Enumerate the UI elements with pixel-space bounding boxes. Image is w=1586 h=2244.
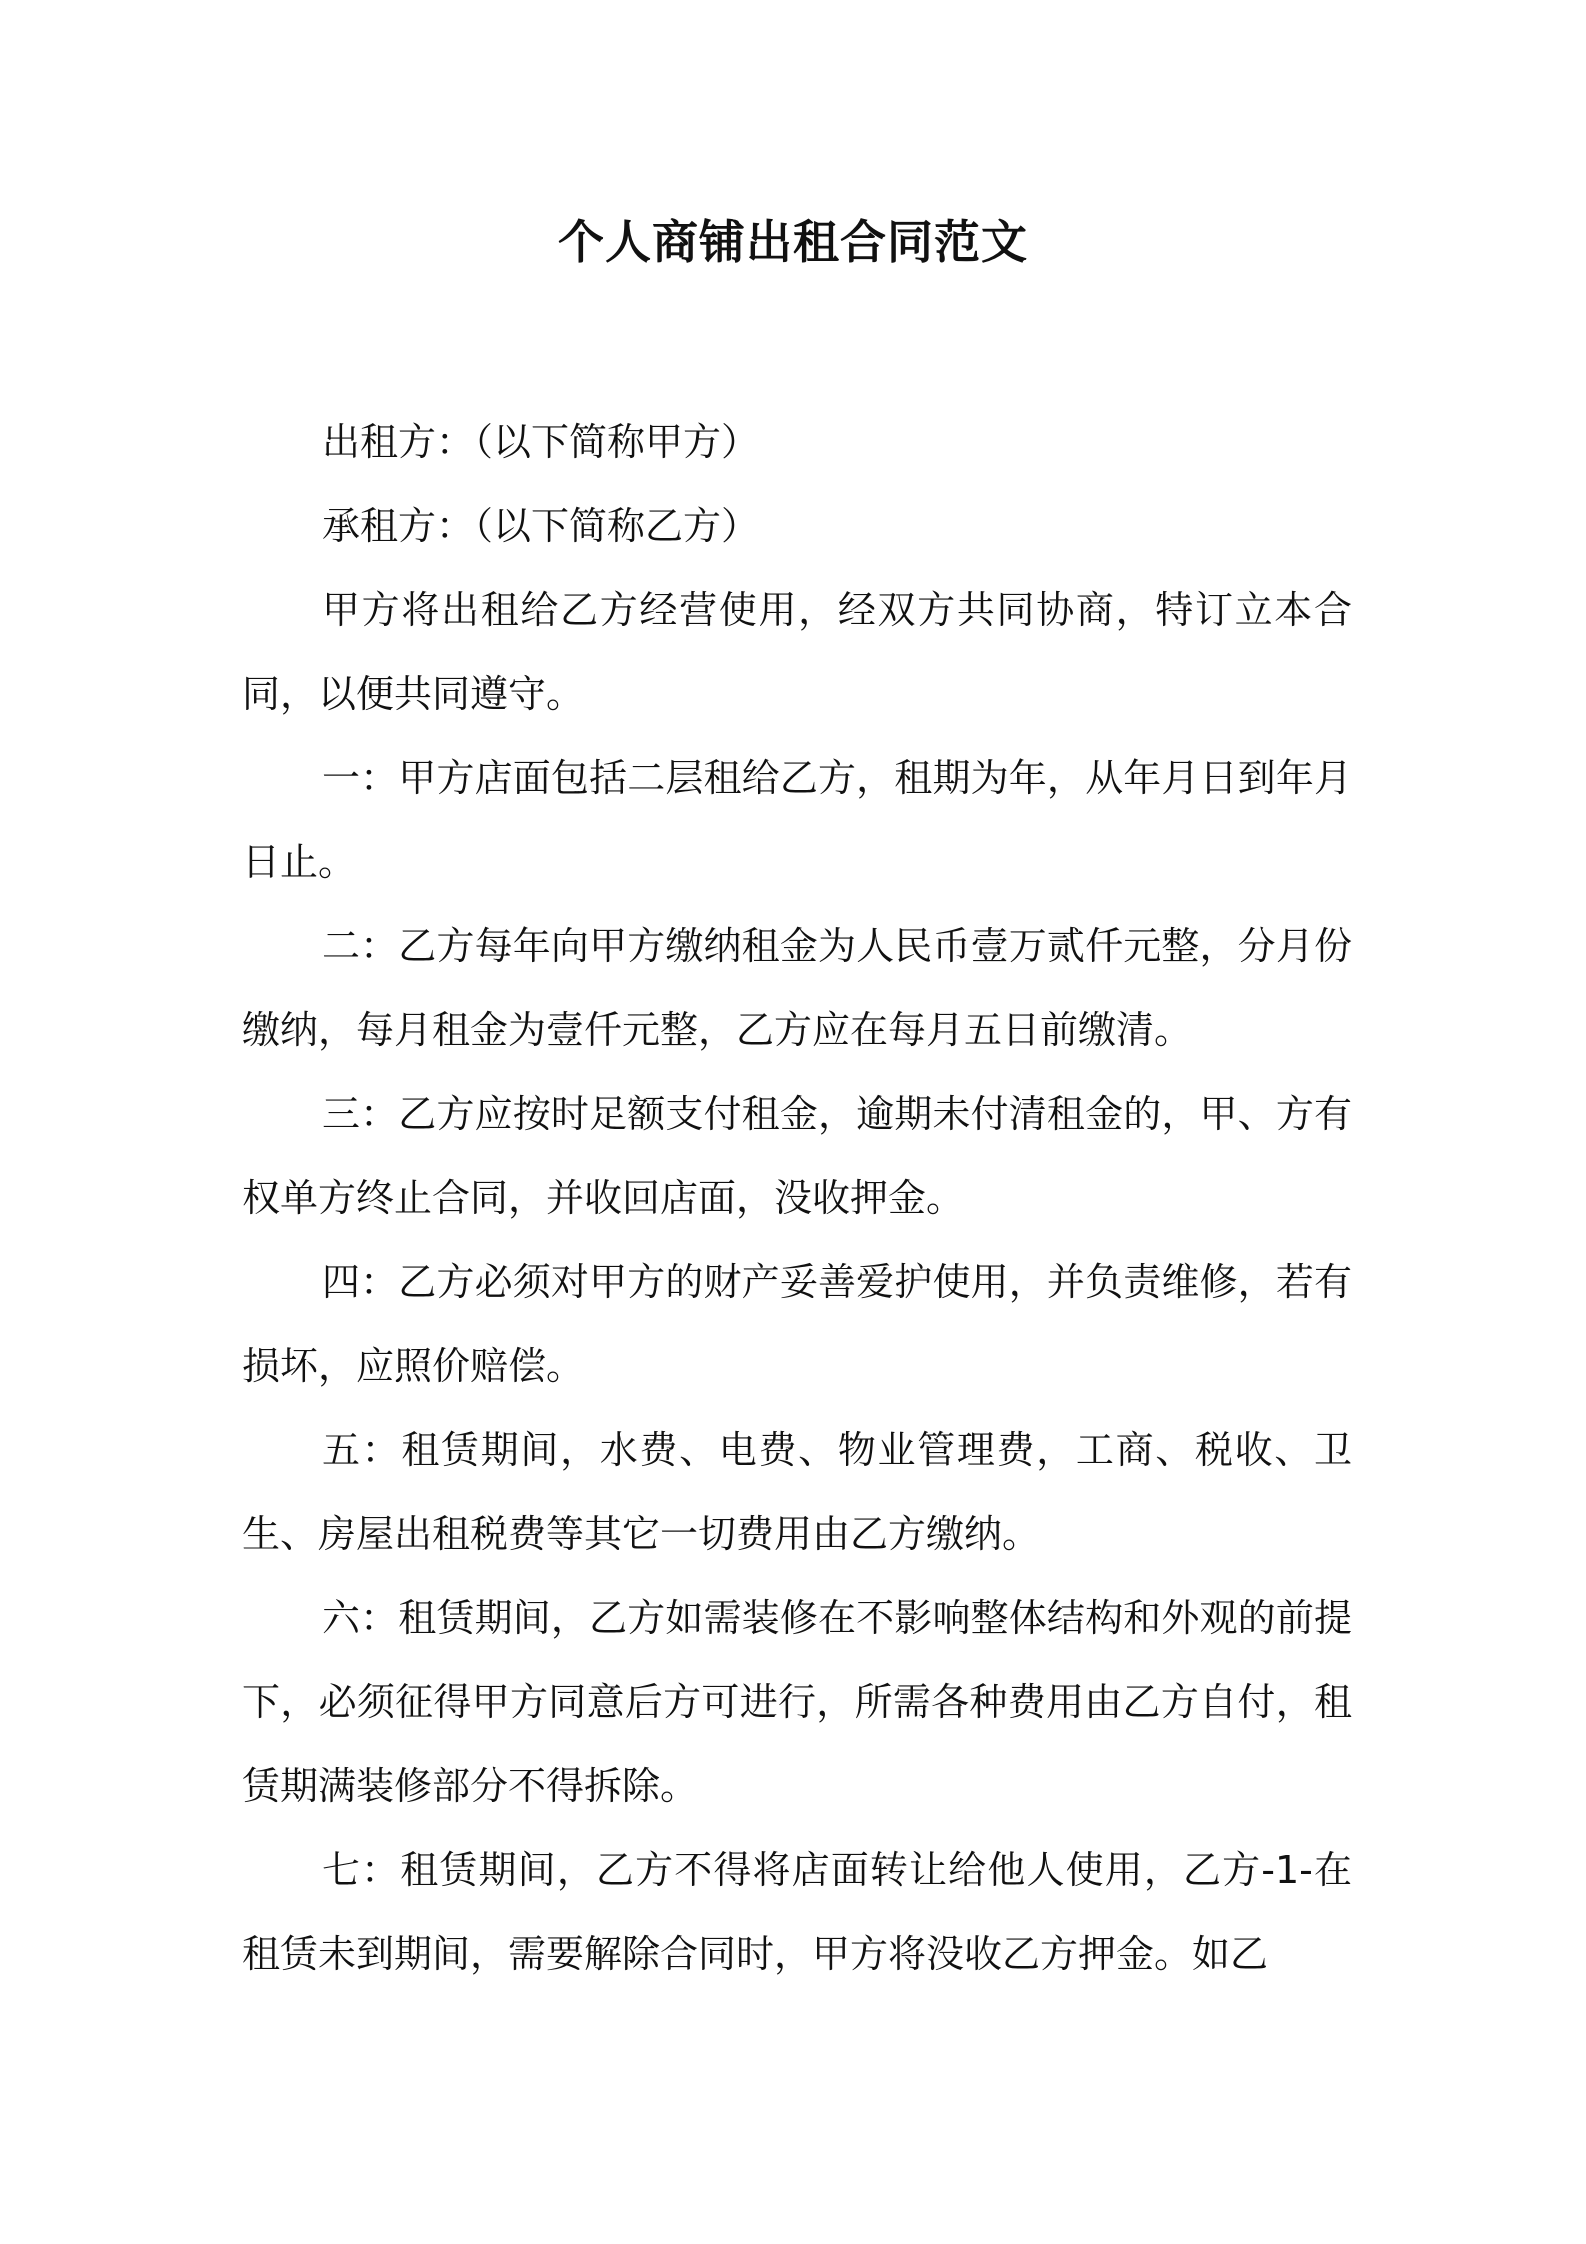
document-title: 个人商铺出租合同范文 — [558, 215, 1028, 269]
paragraph-clause-4: 四：乙方必须对甲方的财产妥善爱护使用，并负责维修，若有损坏，应照价赔偿。 — [242, 1260, 1352, 1388]
paragraph-clause-3: 三：乙方应按时足额支付租金，逾期未付清租金的，甲、方有权单方终止合同，并收回店面，没收押金。 — [242, 1092, 1352, 1220]
paragraph-clause-1: 一：甲方店面包括二层租给乙方，租期为年，从年月日到年月日止。 — [242, 756, 1352, 884]
paragraph-preamble: 甲方将出租给乙方经营使用，经双方共同协商，特订立本合同，以便共同遵守。 — [242, 588, 1352, 716]
paragraph-clause-6: 六：租赁期间，乙方如需装修在不影响整体结构和外观的前提下，必须征得甲方同意后方可进行，所需各种费用由乙方自付，租赁期满装修部分不得拆除。 — [242, 1596, 1352, 1808]
paragraph-clause-7: 七：租赁期间，乙方不得将店面转让给他人使用，乙方-1-在租赁未到期间，需要解除合同时，甲方将没收乙方押金。如乙 — [242, 1848, 1352, 1976]
paragraph-clause-5: 五：租赁期间，水费、电费、物业管理费，工商、税收、卫生、房屋出租税费等其它一切费用由乙方缴纳。 — [242, 1428, 1352, 1556]
paragraph-lessor: 出租方：（以下简称甲方） — [322, 420, 760, 464]
document-body — [242, 400, 1352, 1996]
paragraph-clause-2: 二：乙方每年向甲方缴纳租金为人民币壹万贰仟元整，分月份缴纳，每月租金为壹仟元整，乙方应在每月五日前缴清。 — [242, 924, 1352, 1052]
paragraph-lessee: 承租方：（以下简称乙方） — [322, 504, 760, 548]
